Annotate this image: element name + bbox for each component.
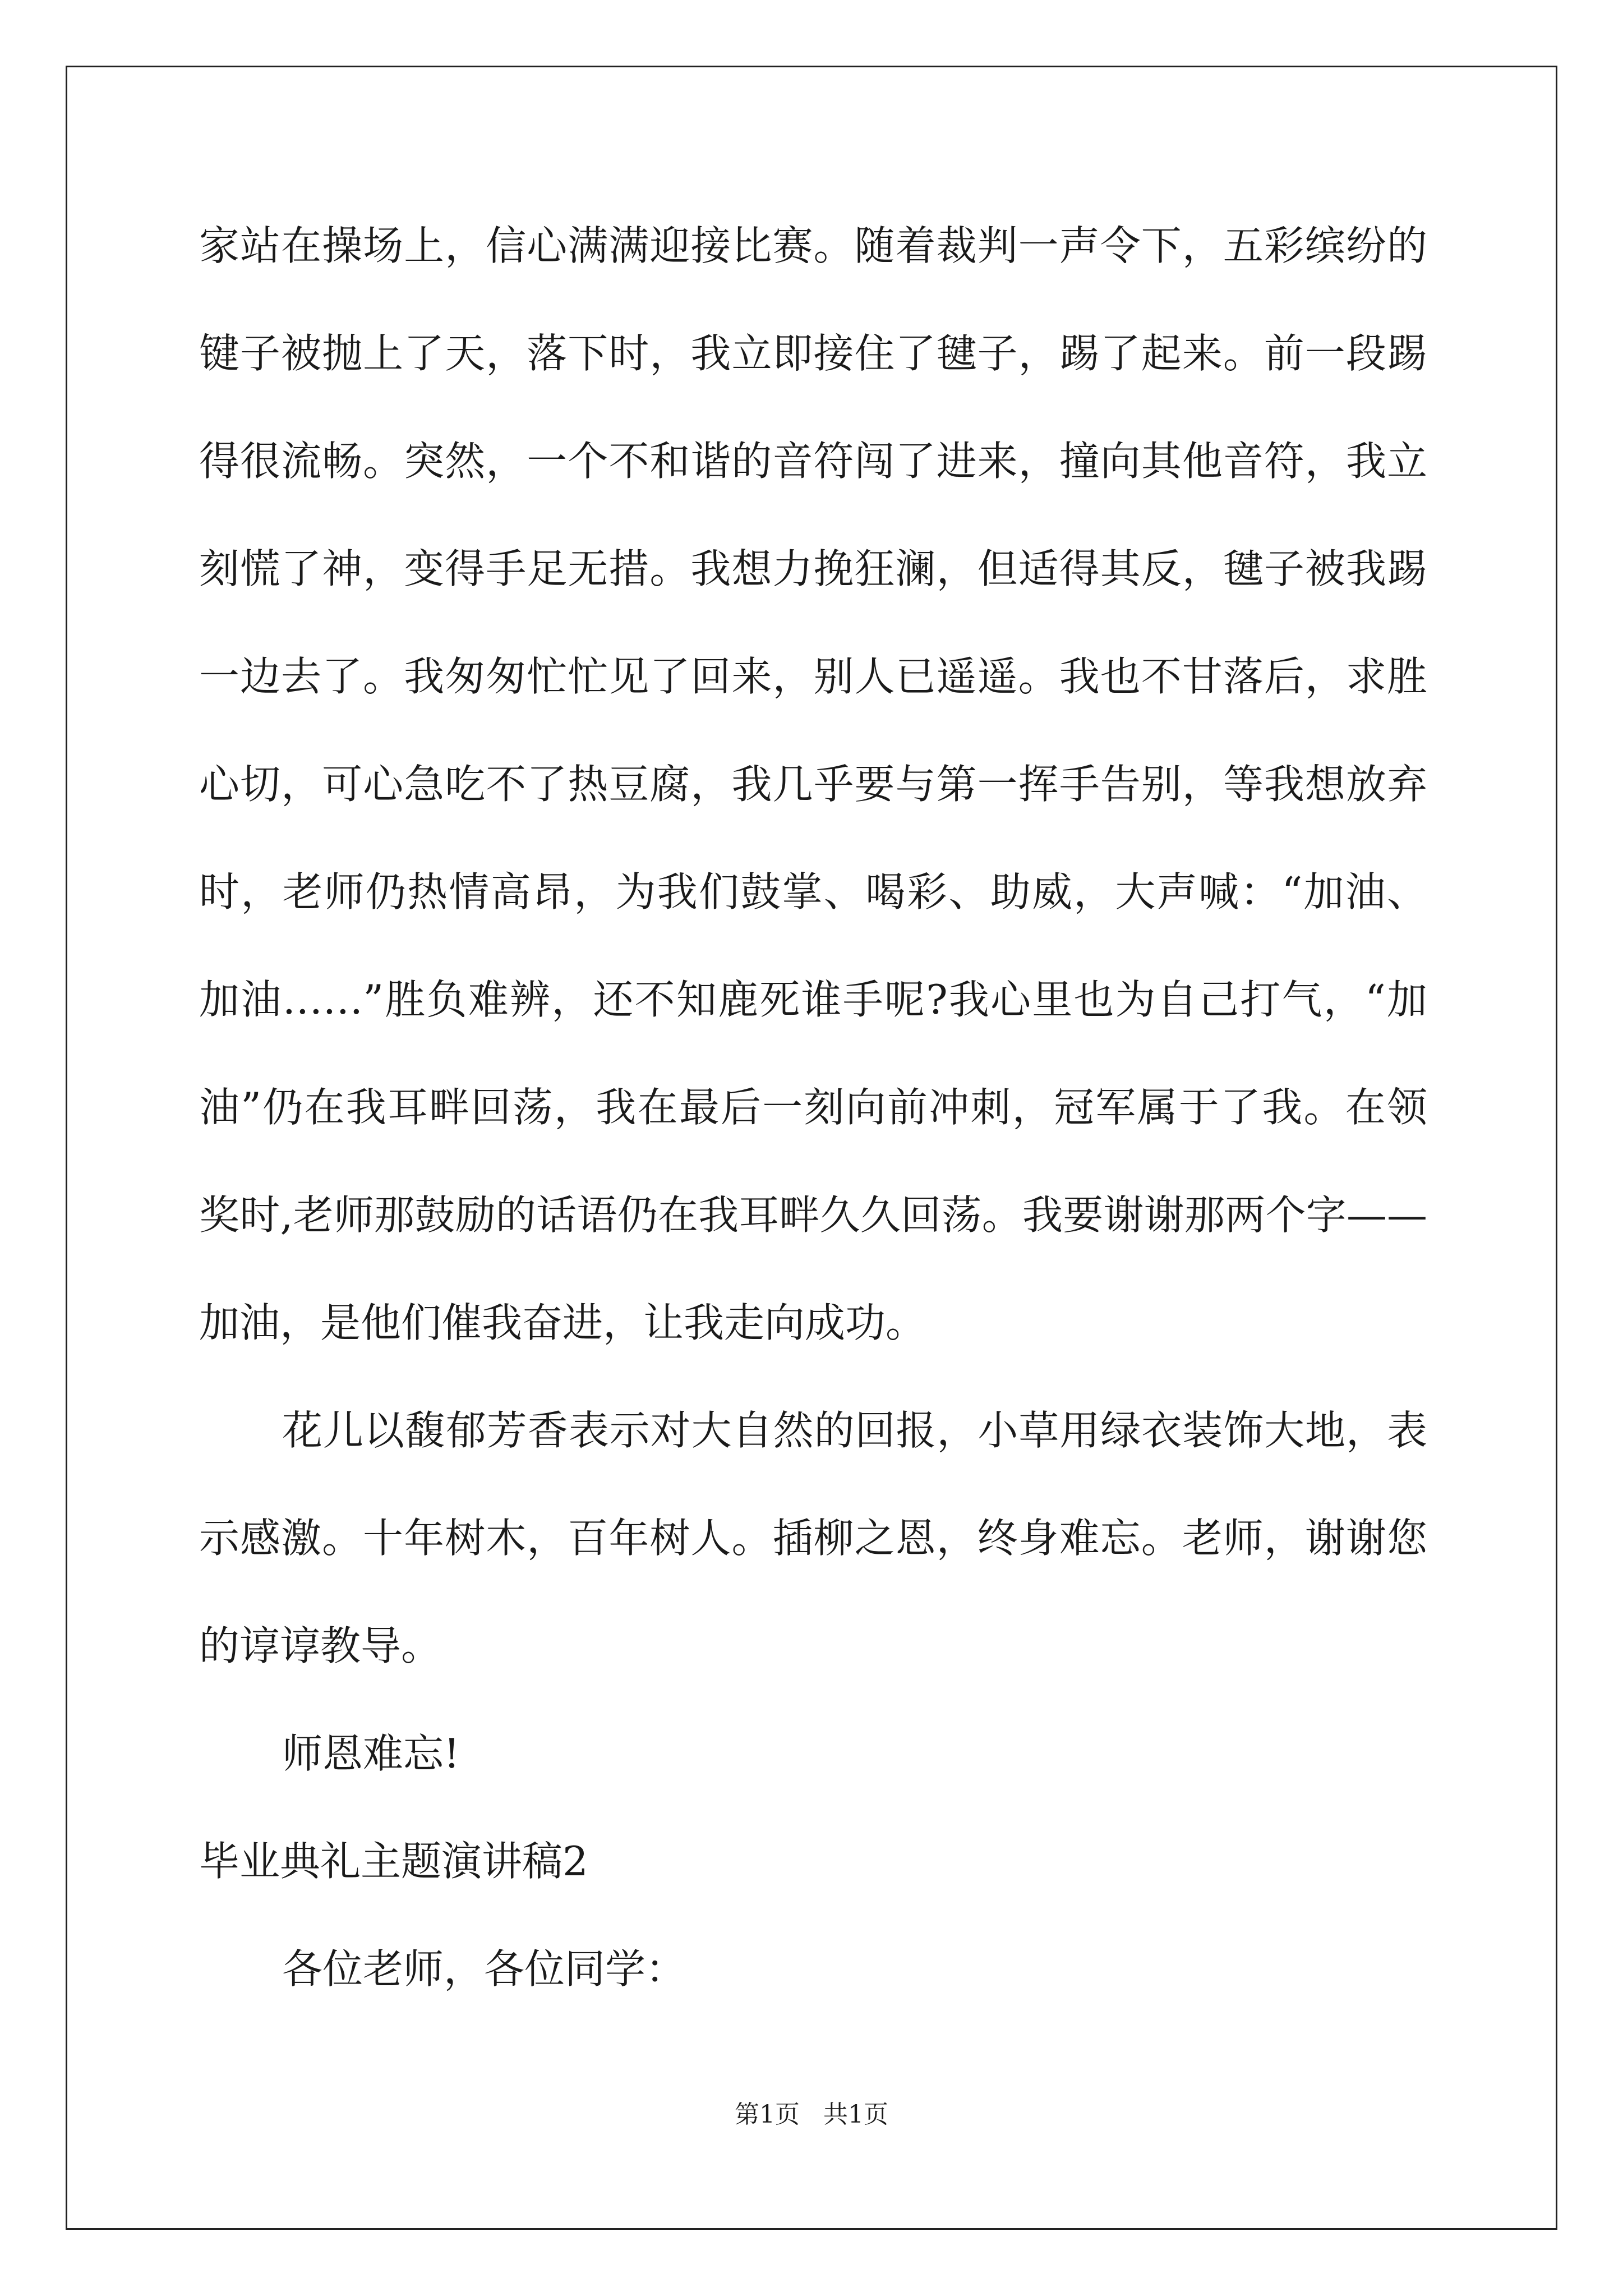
page-border bbox=[66, 66, 1557, 2230]
closing-line: 师恩难忘! bbox=[282, 1730, 460, 1777]
paragraph-1-line-10: 奖时,老师那鼓励的话语仍在我耳畔久久回荡。我要谢谢那两个字—— bbox=[199, 1191, 1427, 1239]
paragraph-1-line-7: 时，老师仍热情高昂，为我们鼓掌、喝彩、助威，大声喊：“加油、 bbox=[199, 868, 1427, 915]
paragraph-1-line-1: 家站在操场上，信心满满迎接比赛。随着裁判一声令下，五彩缤纷的 bbox=[199, 222, 1427, 269]
paragraph-1-line-9: 油”仍在我耳畔回荡，我在最后一刻向前冲刺，冠军属于了我。在领 bbox=[199, 1084, 1427, 1131]
page-number-footer: 第1页 共1页 bbox=[735, 2100, 888, 2129]
salutation: 各位老师，各位同学： bbox=[282, 1945, 686, 1993]
paragraph-1-line-8: 加油……”胜负难辨，还不知鹿死谁手呢?我心里也为自己打气，“加 bbox=[199, 976, 1427, 1023]
paragraph-1-line-3: 得很流畅。突然，一个不和谐的音符闯了进来，撞向其他音符，我立 bbox=[199, 438, 1427, 485]
paragraph-1-line-6: 心切，可心急吃不了热豆腐，我几乎要与第一挥手告别，等我想放弃 bbox=[199, 761, 1427, 808]
paragraph-2-line-1: 花儿以馥郁芳香表示对大自然的回报，小草用绿衣装饰大地，表 bbox=[282, 1407, 1427, 1454]
paragraph-1-line-2: 键子被抛上了天，落下时，我立即接住了毽子，踢了起来。前一段踢 bbox=[199, 330, 1427, 377]
paragraph-1-line-4: 刻慌了神，变得手足无措。我想力挽狂澜，但适得其反，毽子被我踢 bbox=[199, 545, 1427, 592]
paragraph-2-line-3: 的谆谆教导。 bbox=[199, 1622, 442, 1669]
paragraph-2-line-2: 示感激。十年树木，百年树人。插柳之恩，终身难忘。老师，谢谢您 bbox=[199, 1515, 1427, 1562]
paragraph-1-line-5: 一边去了。我匆匆忙忙见了回来，别人已遥遥。我也不甘落后，求胜 bbox=[199, 653, 1427, 700]
section-title: 毕业典礼主题演讲稿2 bbox=[199, 1838, 588, 1885]
paragraph-1-line-11: 加油，是他们催我奋进，让我走向成功。 bbox=[199, 1299, 926, 1346]
